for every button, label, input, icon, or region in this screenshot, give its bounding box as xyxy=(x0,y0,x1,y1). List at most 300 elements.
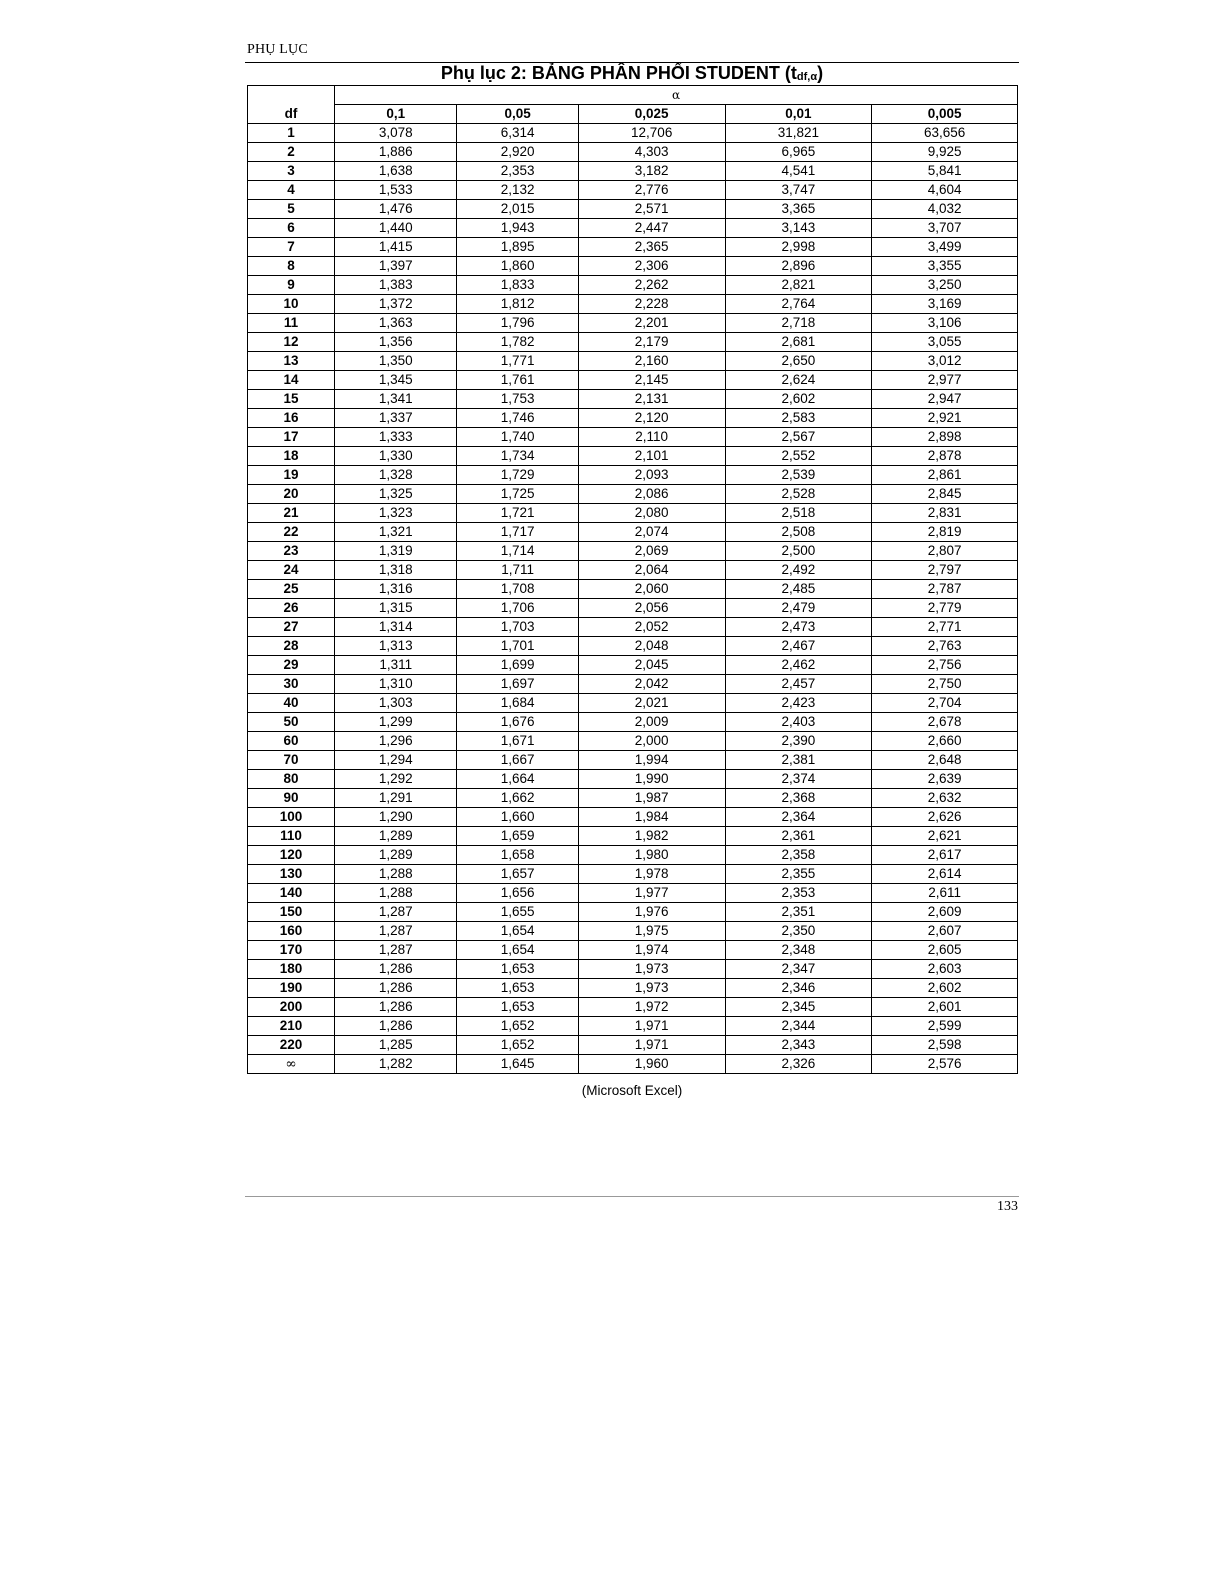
value-cell: 2,473 xyxy=(725,618,872,637)
value-cell: 2,583 xyxy=(725,409,872,428)
df-cell: 11 xyxy=(248,314,335,333)
table-row xyxy=(248,675,1018,694)
value-cell: 2,457 xyxy=(725,675,872,694)
df-cell: 60 xyxy=(248,732,335,751)
value-cell: 2,898 xyxy=(872,428,1018,447)
table-row xyxy=(248,770,1018,789)
value-cell: 1,290 xyxy=(335,808,457,827)
df-cell: 17 xyxy=(248,428,335,447)
value-cell: 1,761 xyxy=(457,371,578,390)
value-cell: 2,351 xyxy=(725,903,872,922)
value-cell: 2,056 xyxy=(578,599,725,618)
value-cell: 1,333 xyxy=(335,428,457,447)
table-row xyxy=(248,713,1018,732)
value-cell: 1,345 xyxy=(335,371,457,390)
value-cell: 2,423 xyxy=(725,694,872,713)
page-title xyxy=(245,62,1019,84)
value-cell: 1,318 xyxy=(335,561,457,580)
value-cell: 2,624 xyxy=(725,371,872,390)
value-cell: 1,725 xyxy=(457,485,578,504)
value-cell: 1,286 xyxy=(335,979,457,998)
value-cell: 1,299 xyxy=(335,713,457,732)
value-cell: 2,614 xyxy=(872,865,1018,884)
value-cell: 1,330 xyxy=(335,447,457,466)
value-cell: 1,973 xyxy=(578,960,725,979)
value-cell: 2,347 xyxy=(725,960,872,979)
value-cell: 2,060 xyxy=(578,580,725,599)
value-cell: 1,990 xyxy=(578,770,725,789)
value-cell: 2,350 xyxy=(725,922,872,941)
table-row xyxy=(248,162,1018,181)
df-cell: 8 xyxy=(248,257,335,276)
df-cell: 22 xyxy=(248,523,335,542)
value-cell: 1,984 xyxy=(578,808,725,827)
value-cell: 5,841 xyxy=(872,162,1018,181)
value-cell: 1,291 xyxy=(335,789,457,808)
value-cell: 1,721 xyxy=(457,504,578,523)
value-cell: 3,365 xyxy=(725,200,872,219)
table-row xyxy=(248,390,1018,409)
column-header: 0,01 xyxy=(725,105,872,124)
value-cell: 2,598 xyxy=(872,1036,1018,1055)
value-cell: 1,533 xyxy=(335,181,457,200)
value-cell: 2,074 xyxy=(578,523,725,542)
value-cell: 1,645 xyxy=(457,1055,578,1074)
value-cell: 2,355 xyxy=(725,865,872,884)
value-cell: 2,601 xyxy=(872,998,1018,1017)
value-cell: 4,303 xyxy=(578,143,725,162)
table-row xyxy=(248,447,1018,466)
table-row xyxy=(248,561,1018,580)
value-cell: 31,821 xyxy=(725,124,872,143)
value-cell: 1,895 xyxy=(457,238,578,257)
value-cell: 1,697 xyxy=(457,675,578,694)
value-cell: 2,344 xyxy=(725,1017,872,1036)
value-cell: 1,771 xyxy=(457,352,578,371)
value-cell: 2,779 xyxy=(872,599,1018,618)
value-cell: 1,341 xyxy=(335,390,457,409)
value-cell: 2,819 xyxy=(872,523,1018,542)
value-cell: 2,403 xyxy=(725,713,872,732)
value-cell: 1,653 xyxy=(457,979,578,998)
df-cell: 170 xyxy=(248,941,335,960)
df-cell: 160 xyxy=(248,922,335,941)
table-row xyxy=(248,143,1018,162)
value-cell: 1,310 xyxy=(335,675,457,694)
value-cell: 2,552 xyxy=(725,447,872,466)
value-cell: 2,567 xyxy=(725,428,872,447)
value-cell: 2,042 xyxy=(578,675,725,694)
value-cell: 2,069 xyxy=(578,542,725,561)
value-cell: 3,499 xyxy=(872,238,1018,257)
value-cell: 2,110 xyxy=(578,428,725,447)
value-cell: 1,971 xyxy=(578,1017,725,1036)
value-cell: 1,653 xyxy=(457,960,578,979)
value-cell: 2,462 xyxy=(725,656,872,675)
value-cell: 1,286 xyxy=(335,1017,457,1036)
table-row xyxy=(248,903,1018,922)
table-row xyxy=(248,352,1018,371)
value-cell: 12,706 xyxy=(578,124,725,143)
page-title-main: Phụ lục 2: BẢNG PHÂN PHỐI STUDENT (t xyxy=(440,63,797,83)
df-cell: 120 xyxy=(248,846,335,865)
value-cell: 1,667 xyxy=(457,751,578,770)
value-cell: 1,656 xyxy=(457,884,578,903)
df-cell: 19 xyxy=(248,466,335,485)
value-cell: 3,078 xyxy=(335,124,457,143)
value-cell: 1,638 xyxy=(335,162,457,181)
df-cell: 24 xyxy=(248,561,335,580)
value-cell: 2,343 xyxy=(725,1036,872,1055)
table-row xyxy=(248,1017,1018,1036)
page-number: 133 xyxy=(997,1199,1018,1214)
value-cell: 4,604 xyxy=(872,181,1018,200)
value-cell: 2,492 xyxy=(725,561,872,580)
table-row xyxy=(248,295,1018,314)
table-row xyxy=(248,181,1018,200)
value-cell: 2,602 xyxy=(872,979,1018,998)
value-cell: 2,639 xyxy=(872,770,1018,789)
value-cell: 1,654 xyxy=(457,922,578,941)
value-cell: 2,878 xyxy=(872,447,1018,466)
table-row xyxy=(248,751,1018,770)
df-cell: 21 xyxy=(248,504,335,523)
value-cell: 1,319 xyxy=(335,542,457,561)
value-cell: 6,314 xyxy=(457,124,578,143)
value-cell: 1,303 xyxy=(335,694,457,713)
df-cell: 29 xyxy=(248,656,335,675)
value-cell: 2,896 xyxy=(725,257,872,276)
table-row xyxy=(248,542,1018,561)
table-row xyxy=(248,124,1018,143)
value-cell: 1,314 xyxy=(335,618,457,637)
df-cell: 40 xyxy=(248,694,335,713)
value-cell: 1,699 xyxy=(457,656,578,675)
value-cell: 1,886 xyxy=(335,143,457,162)
column-header: 0,025 xyxy=(578,105,725,124)
df-cell: 7 xyxy=(248,238,335,257)
value-cell: 1,796 xyxy=(457,314,578,333)
value-cell: 1,982 xyxy=(578,827,725,846)
value-cell: 2,756 xyxy=(872,656,1018,675)
table-body xyxy=(248,124,1018,1074)
value-cell: 2,160 xyxy=(578,352,725,371)
value-cell: 2,353 xyxy=(725,884,872,903)
value-cell: 1,337 xyxy=(335,409,457,428)
table-row xyxy=(248,276,1018,295)
value-cell: 1,287 xyxy=(335,903,457,922)
value-cell: 1,287 xyxy=(335,941,457,960)
table-row xyxy=(248,979,1018,998)
value-cell: 1,729 xyxy=(457,466,578,485)
value-cell: 1,671 xyxy=(457,732,578,751)
value-cell: 2,358 xyxy=(725,846,872,865)
value-cell: 1,746 xyxy=(457,409,578,428)
value-cell: 1,734 xyxy=(457,447,578,466)
value-cell: 1,328 xyxy=(335,466,457,485)
value-cell: 1,397 xyxy=(335,257,457,276)
value-cell: 2,052 xyxy=(578,618,725,637)
value-cell: 2,009 xyxy=(578,713,725,732)
table-row xyxy=(248,618,1018,637)
df-cell: 14 xyxy=(248,371,335,390)
df-cell: 150 xyxy=(248,903,335,922)
value-cell: 2,678 xyxy=(872,713,1018,732)
df-cell: 100 xyxy=(248,808,335,827)
value-cell: 1,311 xyxy=(335,656,457,675)
value-cell: 2,704 xyxy=(872,694,1018,713)
value-cell: 2,361 xyxy=(725,827,872,846)
df-cell: 70 xyxy=(248,751,335,770)
value-cell: 1,701 xyxy=(457,637,578,656)
value-cell: 3,169 xyxy=(872,295,1018,314)
value-cell: 2,374 xyxy=(725,770,872,789)
value-cell: 2,660 xyxy=(872,732,1018,751)
value-cell: 2,080 xyxy=(578,504,725,523)
value-cell: 2,947 xyxy=(872,390,1018,409)
value-cell: 1,812 xyxy=(457,295,578,314)
value-cell: 2,539 xyxy=(725,466,872,485)
value-cell: 1,415 xyxy=(335,238,457,257)
df-header-label: df xyxy=(284,106,298,121)
value-cell: 1,994 xyxy=(578,751,725,770)
value-cell: 1,289 xyxy=(335,827,457,846)
value-cell: 1,977 xyxy=(578,884,725,903)
table-row xyxy=(248,941,1018,960)
value-cell: 3,182 xyxy=(578,162,725,181)
value-cell: 1,321 xyxy=(335,523,457,542)
value-cell: 1,960 xyxy=(578,1055,725,1074)
column-header: 0,1 xyxy=(335,105,457,124)
table-row xyxy=(248,599,1018,618)
value-cell: 2,763 xyxy=(872,637,1018,656)
value-cell: 1,662 xyxy=(457,789,578,808)
value-cell: 2,467 xyxy=(725,637,872,656)
value-cell: 1,288 xyxy=(335,884,457,903)
table-row xyxy=(248,466,1018,485)
value-cell: 2,787 xyxy=(872,580,1018,599)
value-cell: 2,920 xyxy=(457,143,578,162)
value-cell: 1,285 xyxy=(335,1036,457,1055)
table-row xyxy=(248,922,1018,941)
df-cell: ∞ xyxy=(248,1055,335,1074)
value-cell: 1,356 xyxy=(335,333,457,352)
value-cell: 1,978 xyxy=(578,865,725,884)
table-row xyxy=(248,314,1018,333)
value-cell: 2,364 xyxy=(725,808,872,827)
value-cell: 1,652 xyxy=(457,1036,578,1055)
df-cell: 6 xyxy=(248,219,335,238)
value-cell: 1,288 xyxy=(335,865,457,884)
value-cell: 2,048 xyxy=(578,637,725,656)
table-row xyxy=(248,238,1018,257)
value-cell: 2,348 xyxy=(725,941,872,960)
value-cell: 2,508 xyxy=(725,523,872,542)
df-cell: 9 xyxy=(248,276,335,295)
df-cell: 5 xyxy=(248,200,335,219)
table-row xyxy=(248,409,1018,428)
df-cell: 13 xyxy=(248,352,335,371)
value-cell: 2,500 xyxy=(725,542,872,561)
value-cell: 2,447 xyxy=(578,219,725,238)
footer-rule xyxy=(245,1196,1019,1197)
df-cell: 16 xyxy=(248,409,335,428)
value-cell: 1,660 xyxy=(457,808,578,827)
value-cell: 2,821 xyxy=(725,276,872,295)
value-cell: 2,000 xyxy=(578,732,725,751)
value-cell: 1,315 xyxy=(335,599,457,618)
table-row xyxy=(248,371,1018,390)
value-cell: 2,045 xyxy=(578,656,725,675)
table-row xyxy=(248,827,1018,846)
value-cell: 2,306 xyxy=(578,257,725,276)
value-cell: 2,776 xyxy=(578,181,725,200)
value-cell: 2,345 xyxy=(725,998,872,1017)
value-cell: 2,485 xyxy=(725,580,872,599)
value-cell: 2,262 xyxy=(578,276,725,295)
value-cell: 1,440 xyxy=(335,219,457,238)
value-cell: 2,201 xyxy=(578,314,725,333)
value-cell: 2,845 xyxy=(872,485,1018,504)
value-cell: 1,383 xyxy=(335,276,457,295)
value-cell: 1,971 xyxy=(578,1036,725,1055)
column-header-row xyxy=(248,105,1018,124)
value-cell: 1,782 xyxy=(457,333,578,352)
value-cell: 1,292 xyxy=(335,770,457,789)
df-header xyxy=(248,86,335,124)
value-cell: 1,286 xyxy=(335,960,457,979)
value-cell: 2,611 xyxy=(872,884,1018,903)
df-cell: 180 xyxy=(248,960,335,979)
value-cell: 2,528 xyxy=(725,485,872,504)
value-cell: 1,972 xyxy=(578,998,725,1017)
df-cell: 220 xyxy=(248,1036,335,1055)
df-cell: 4 xyxy=(248,181,335,200)
df-cell: 30 xyxy=(248,675,335,694)
value-cell: 1,973 xyxy=(578,979,725,998)
value-cell: 2,771 xyxy=(872,618,1018,637)
value-cell: 3,747 xyxy=(725,181,872,200)
value-cell: 2,131 xyxy=(578,390,725,409)
value-cell: 2,381 xyxy=(725,751,872,770)
value-cell: 1,282 xyxy=(335,1055,457,1074)
table-row xyxy=(248,808,1018,827)
table-row xyxy=(248,580,1018,599)
value-cell: 2,179 xyxy=(578,333,725,352)
value-cell: 1,664 xyxy=(457,770,578,789)
table-row xyxy=(248,846,1018,865)
value-cell: 1,372 xyxy=(335,295,457,314)
table-row xyxy=(248,504,1018,523)
value-cell: 2,609 xyxy=(872,903,1018,922)
column-header: 0,05 xyxy=(457,105,578,124)
table-row xyxy=(248,732,1018,751)
table-row xyxy=(248,1055,1018,1074)
df-cell: 23 xyxy=(248,542,335,561)
value-cell: 1,363 xyxy=(335,314,457,333)
table-row xyxy=(248,998,1018,1017)
value-cell: 1,974 xyxy=(578,941,725,960)
alpha-header-row xyxy=(248,86,1018,105)
value-cell: 1,323 xyxy=(335,504,457,523)
value-cell: 2,607 xyxy=(872,922,1018,941)
value-cell: 1,987 xyxy=(578,789,725,808)
source-note: (Microsoft Excel) xyxy=(581,1083,683,1098)
value-cell: 1,350 xyxy=(335,352,457,371)
df-cell: 3 xyxy=(248,162,335,181)
value-cell: 3,012 xyxy=(872,352,1018,371)
value-cell: 1,313 xyxy=(335,637,457,656)
df-cell: 18 xyxy=(248,447,335,466)
value-cell: 1,943 xyxy=(457,219,578,238)
value-cell: 2,764 xyxy=(725,295,872,314)
value-cell: 1,860 xyxy=(457,257,578,276)
value-cell: 1,703 xyxy=(457,618,578,637)
value-cell: 3,250 xyxy=(872,276,1018,295)
value-cell: 1,711 xyxy=(457,561,578,580)
value-cell: 2,368 xyxy=(725,789,872,808)
value-cell: 2,718 xyxy=(725,314,872,333)
table-row xyxy=(248,428,1018,447)
df-cell: 190 xyxy=(248,979,335,998)
table-row xyxy=(248,865,1018,884)
df-cell: 2 xyxy=(248,143,335,162)
value-cell: 1,289 xyxy=(335,846,457,865)
table-row xyxy=(248,694,1018,713)
value-cell: 2,921 xyxy=(872,409,1018,428)
value-cell: 1,753 xyxy=(457,390,578,409)
value-cell: 1,740 xyxy=(457,428,578,447)
value-cell: 2,605 xyxy=(872,941,1018,960)
running-header: PHỤ LỤC xyxy=(247,42,308,57)
df-cell: 27 xyxy=(248,618,335,637)
value-cell: 1,654 xyxy=(457,941,578,960)
page-title-close: ) xyxy=(817,63,824,83)
value-cell: 2,650 xyxy=(725,352,872,371)
value-cell: 2,326 xyxy=(725,1055,872,1074)
df-cell: 50 xyxy=(248,713,335,732)
value-cell: 3,707 xyxy=(872,219,1018,238)
value-cell: 2,998 xyxy=(725,238,872,257)
value-cell: 2,750 xyxy=(872,675,1018,694)
value-cell: 2,365 xyxy=(578,238,725,257)
value-cell: 4,032 xyxy=(872,200,1018,219)
value-cell: 1,325 xyxy=(335,485,457,504)
value-cell: 1,296 xyxy=(335,732,457,751)
value-cell: 2,093 xyxy=(578,466,725,485)
value-cell: 1,717 xyxy=(457,523,578,542)
df-cell: 26 xyxy=(248,599,335,618)
value-cell: 2,015 xyxy=(457,200,578,219)
table-row xyxy=(248,485,1018,504)
value-cell: 2,228 xyxy=(578,295,725,314)
value-cell: 1,980 xyxy=(578,846,725,865)
table-row xyxy=(248,656,1018,675)
value-cell: 2,648 xyxy=(872,751,1018,770)
df-cell: 210 xyxy=(248,1017,335,1036)
value-cell: 1,714 xyxy=(457,542,578,561)
value-cell: 2,626 xyxy=(872,808,1018,827)
table-row xyxy=(248,637,1018,656)
value-cell: 63,656 xyxy=(872,124,1018,143)
df-cell: 12 xyxy=(248,333,335,352)
value-cell: 2,599 xyxy=(872,1017,1018,1036)
value-cell: 1,676 xyxy=(457,713,578,732)
value-cell: 1,653 xyxy=(457,998,578,1017)
df-cell: 1 xyxy=(248,124,335,143)
value-cell: 6,965 xyxy=(725,143,872,162)
table-row xyxy=(248,789,1018,808)
